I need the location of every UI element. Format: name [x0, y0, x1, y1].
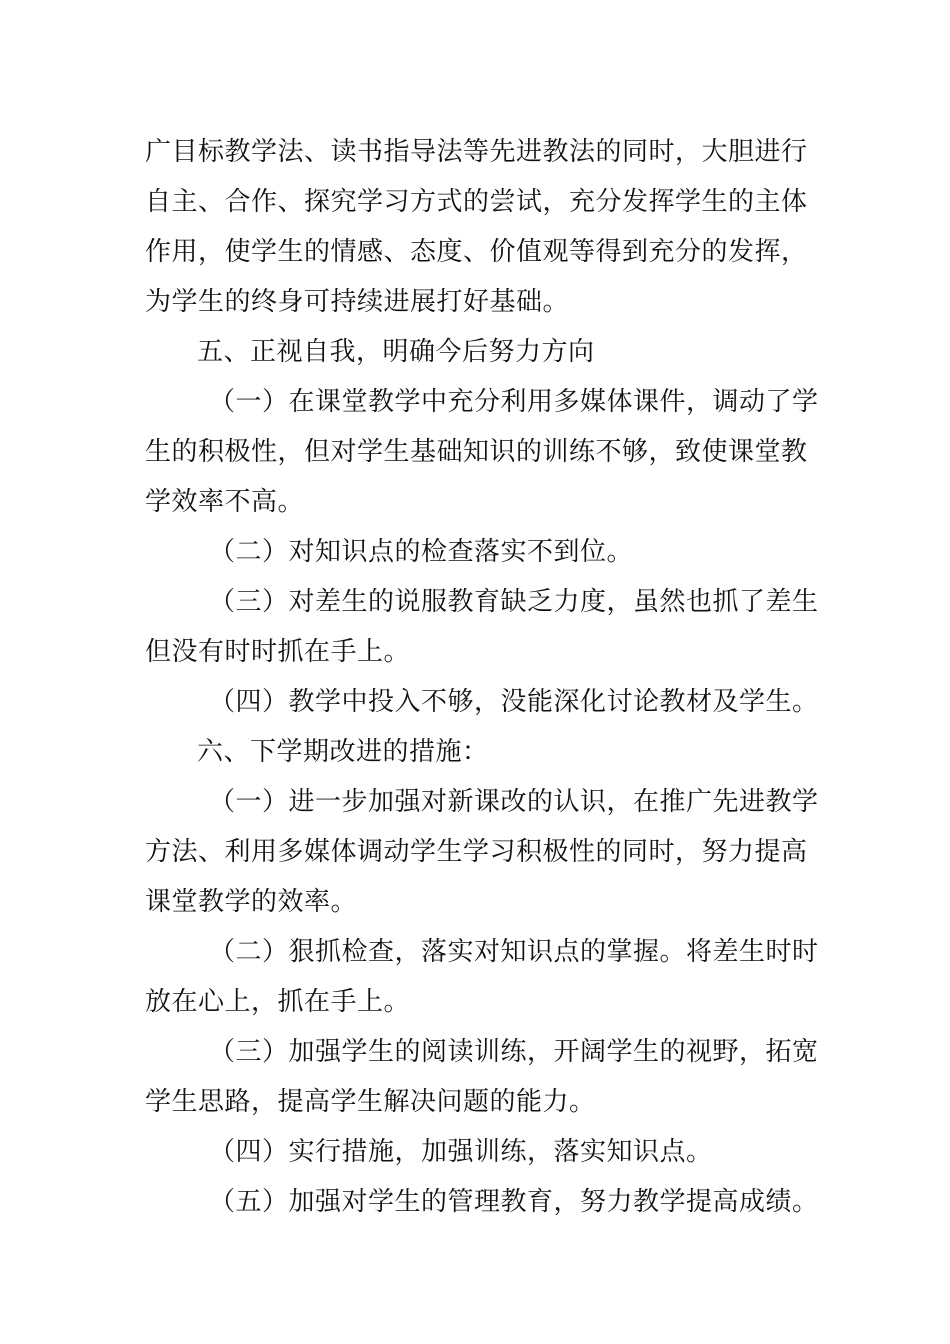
text-line: 作用，使学生的情感、态度、价值观等得到充分的发挥， [145, 237, 808, 267]
heading-line: 五、正视自我，明确今后努力方向 [197, 337, 595, 367]
text-line: 为学生的终身可持续进展打好基础。 [145, 287, 570, 317]
paragraph [145, 377, 819, 527]
text-line: 学生思路，提高学生解决问题的能力。 [145, 1087, 596, 1117]
document-body [145, 127, 819, 1227]
paragraph [145, 927, 819, 1027]
paragraph [145, 127, 810, 327]
text-line: （四）教学中投入不够，没能深化讨论教材及学生。 [209, 687, 819, 717]
heading-line: 六、下学期改进的措施： [197, 737, 489, 767]
text-line: （五）加强对学生的管理教育，努力教学提高成绩。 [209, 1187, 819, 1217]
text-line: （二）狠抓检查，落实对知识点的掌握。将差生时时 [209, 937, 819, 967]
section-heading [145, 327, 810, 377]
paragraph [145, 777, 819, 927]
paragraph [145, 1027, 819, 1127]
paragraph [145, 677, 819, 727]
text-line: 学效率不高。 [145, 487, 305, 517]
text-line: 广目标教学法、读书指导法等先进教法的同时，大胆进行 [145, 137, 808, 167]
text-line: 课堂教学的效率。 [145, 887, 358, 917]
text-line: （三）加强学生的阅读训练，开阔学生的视野，拓宽 [209, 1037, 819, 1067]
paragraph [145, 1127, 810, 1177]
text-line: 放在心上，抓在手上。 [145, 987, 411, 1017]
text-line: 方法、利用多媒体调动学生学习积极性的同时，努力提高 [145, 837, 808, 867]
text-line: （三）对差生的说服教育缺乏力度，虽然也抓了差生 [209, 587, 819, 617]
section-heading [145, 727, 810, 777]
text-line: 生的积极性，但对学生基础知识的训练不够，致使课堂教 [145, 437, 808, 467]
paragraph [145, 577, 819, 677]
text-line: （二）对知识点的检查落实不到位。 [209, 537, 634, 567]
paragraph [145, 527, 810, 577]
text-line: （四）实行措施，加强训练，落实知识点。 [209, 1137, 713, 1167]
paragraph [145, 1177, 819, 1227]
text-line: （一）在课堂教学中充分利用多媒体课件，调动了学 [209, 387, 819, 417]
text-line: 但没有时时抓在手上。 [145, 637, 411, 667]
text-line: 自主、合作、探究学习方式的尝试，充分发挥学生的主体 [145, 187, 808, 217]
text-line: （一）进一步加强对新课改的认识，在推广先进教学 [209, 787, 819, 817]
